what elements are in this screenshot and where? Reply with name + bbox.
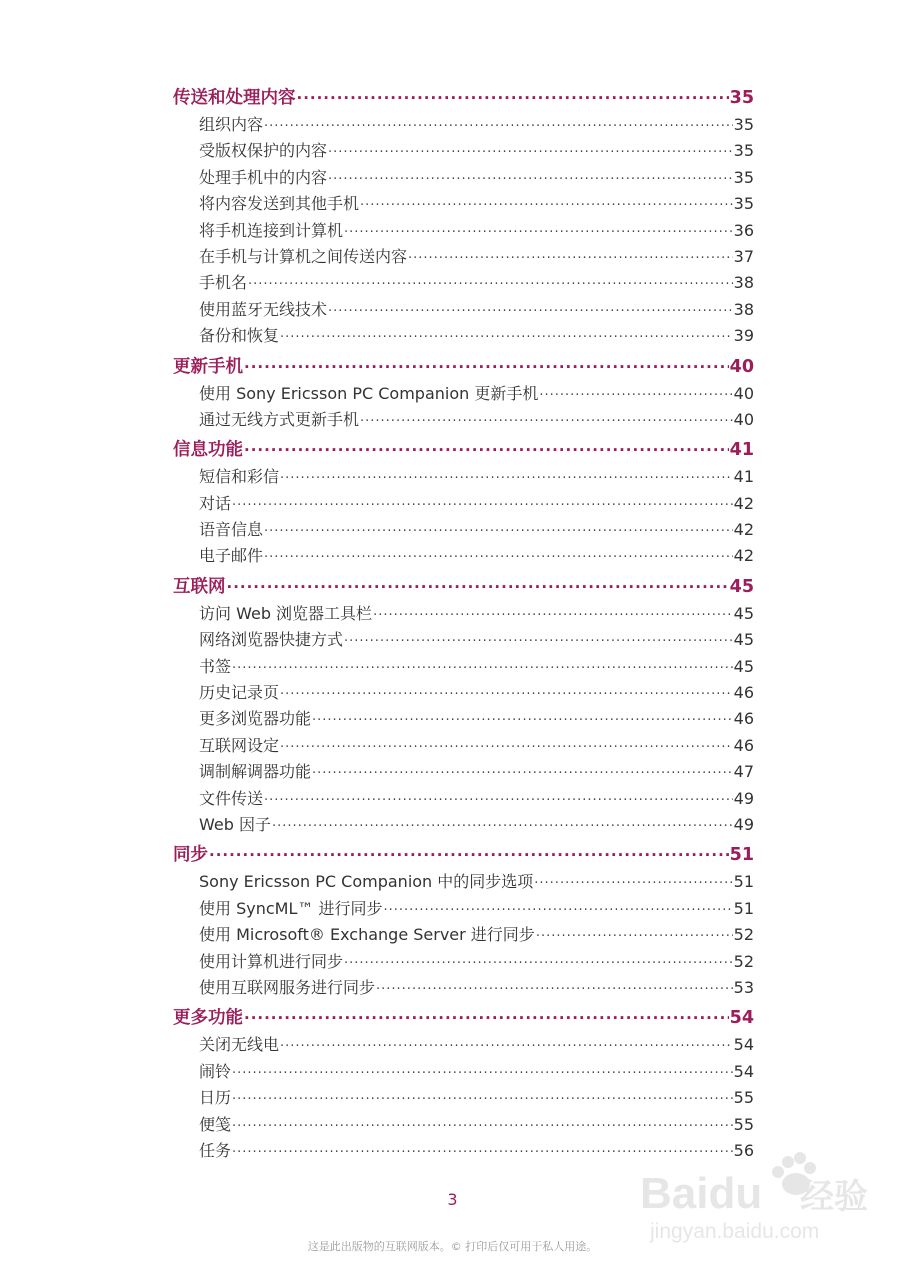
entry-title: 对话: [199, 493, 232, 513]
entry-page-number: 45: [733, 603, 754, 623]
dot-leader: [244, 349, 729, 377]
entry-title: 网络浏览器快捷方式: [199, 630, 344, 650]
entry-title: 手机名: [199, 273, 248, 293]
dot-leader: [344, 945, 733, 973]
toc-section: [173, 841, 754, 1001]
dot-leader: [408, 240, 733, 268]
entry-page-number: 56: [733, 1140, 754, 1160]
dot-leader: [280, 460, 733, 488]
dot-leader: [264, 782, 733, 810]
entry-page-number: 39: [733, 326, 754, 346]
entry-title: 使用 SyncML™ 进行同步: [199, 898, 383, 918]
toc-entry[interactable]: [173, 323, 754, 349]
entry-title: 将内容发送到其他手机: [199, 194, 360, 214]
toc-section: [173, 436, 754, 570]
entry-title: 将手机连接到计算机: [199, 220, 344, 240]
dot-leader: [312, 755, 733, 783]
entry-title: Sony Ericsson PC Companion 中的同步选项: [199, 872, 534, 892]
entry-page-number: 46: [733, 709, 754, 729]
dot-leader: [383, 892, 732, 920]
dot-leader: [280, 729, 733, 757]
entry-title: 日历: [199, 1088, 232, 1108]
entry-title: 历史记录页: [199, 683, 280, 703]
dot-leader: [244, 1000, 729, 1028]
dot-leader: [264, 108, 733, 136]
baidu-jingyan-watermark: [640, 1150, 880, 1245]
dot-leader: [272, 808, 733, 836]
entry-page-number: 46: [733, 683, 754, 703]
entry-page-number: 45: [733, 656, 754, 676]
section-title: 传送和处理内容: [173, 88, 296, 108]
dot-leader: [328, 293, 733, 321]
section-page-number: 54: [729, 1008, 754, 1029]
dot-leader: [373, 597, 733, 625]
toc-section: [173, 84, 754, 350]
entry-page-number: 38: [733, 273, 754, 293]
dot-leader: [232, 1081, 733, 1109]
entry-title: 便笺: [199, 1114, 232, 1134]
toc-section: [173, 353, 754, 434]
entry-page-number: 53: [733, 977, 754, 997]
entry-page-number: 54: [733, 1035, 754, 1055]
dot-leader: [280, 676, 733, 704]
dot-leader: [209, 837, 729, 865]
section-title: 更新手机: [173, 356, 243, 377]
table-of-contents: [173, 84, 754, 1164]
entry-page-number: 35: [733, 167, 754, 187]
entry-title: Web 因子: [199, 814, 271, 834]
entry-title: 语音信息: [199, 520, 264, 540]
dot-leader: [244, 432, 729, 460]
entry-page-number: 51: [733, 872, 754, 892]
entry-page-number: 45: [733, 630, 754, 650]
toc-entry[interactable]: [173, 407, 754, 433]
watermark-brand: Baidu: [640, 1169, 763, 1218]
dot-leader: [280, 319, 733, 347]
entry-title: 关闭无线电: [199, 1035, 280, 1055]
entry-title: 闹铃: [199, 1061, 232, 1081]
dot-leader: [280, 1028, 733, 1056]
entry-title: 在手机与计算机之间传送内容: [199, 246, 408, 266]
dot-leader: [227, 569, 729, 597]
footer-notice: 这是此出版物的互联网版本。© 打印后仅可用于私人用途。: [307, 1240, 598, 1253]
dot-leader: [360, 403, 733, 431]
dot-leader: [297, 80, 729, 108]
dot-leader: [376, 971, 733, 999]
entry-title: 文件传送: [199, 788, 264, 808]
dot-leader: [248, 266, 733, 294]
entry-page-number: 42: [733, 546, 754, 566]
dot-leader: [264, 513, 733, 541]
toc-section: [173, 1004, 754, 1164]
entry-page-number: 36: [733, 220, 754, 240]
entry-page-number: 40: [733, 383, 754, 403]
dot-leader: [536, 918, 733, 946]
entry-page-number: 35: [733, 115, 754, 134]
entry-title: 互联网设定: [199, 735, 280, 755]
watermark-url: jingyan.baidu.com: [650, 1220, 820, 1243]
dot-leader: [360, 187, 733, 215]
dot-leader: [264, 539, 733, 567]
section-page-number: 40: [729, 356, 754, 377]
entry-page-number: 52: [733, 951, 754, 971]
entry-title: 通过无线方式更新手机: [199, 409, 360, 429]
dot-leader: [232, 1108, 733, 1136]
entry-page-number: 55: [733, 1088, 754, 1108]
toc-section: [173, 573, 754, 839]
entry-title: 处理手机中的内容: [199, 167, 328, 187]
section-title: 更多功能: [173, 1008, 243, 1029]
page-number: 3: [447, 1190, 458, 1209]
entry-title: 备份和恢复: [199, 326, 280, 346]
dot-leader: [232, 650, 733, 678]
entry-title: 更多浏览器功能: [199, 709, 312, 729]
entry-page-number: 38: [733, 299, 754, 319]
section-page-number: 35: [729, 88, 754, 108]
section-title: 信息功能: [173, 440, 243, 461]
entry-title: 使用计算机进行同步: [199, 951, 344, 971]
entry-title: 使用 Microsoft® Exchange Server 进行同步: [199, 925, 535, 945]
entry-page-number: 49: [733, 814, 754, 834]
toc-entry[interactable]: [173, 812, 754, 838]
dot-leader: [328, 161, 733, 189]
entry-title: 访问 Web 浏览器工具栏: [199, 603, 373, 623]
section-page-number: 41: [729, 440, 754, 461]
entry-page-number: 40: [733, 409, 754, 429]
entry-title: 使用互联网服务进行同步: [199, 977, 376, 997]
section-page-number: 45: [729, 576, 754, 597]
entry-page-number: 35: [733, 141, 754, 161]
entry-page-number: 41: [733, 467, 754, 487]
section-title: 互联网: [173, 576, 226, 597]
entry-title: 组织内容: [199, 115, 264, 134]
entry-title: 短信和彩信: [199, 467, 280, 487]
entry-page-number: 55: [733, 1114, 754, 1134]
entry-page-number: 52: [733, 925, 754, 945]
entry-page-number: 42: [733, 520, 754, 540]
entry-page-number: 46: [733, 735, 754, 755]
entry-page-number: 47: [733, 762, 754, 782]
dot-leader: [534, 865, 732, 893]
entry-title: 电子邮件: [199, 546, 264, 566]
dot-leader: [232, 1055, 733, 1083]
entry-page-number: 35: [733, 194, 754, 214]
entry-page-number: 49: [733, 788, 754, 808]
dot-leader: [232, 487, 733, 515]
entry-title: 使用 Sony Ericsson PC Companion 更新手机: [199, 383, 539, 403]
section-title: 同步: [173, 845, 208, 866]
entry-title: 调制解调器功能: [199, 762, 312, 782]
dot-leader: [344, 623, 733, 651]
toc-entry[interactable]: [173, 975, 754, 1001]
entry-page-number: 51: [733, 898, 754, 918]
entry-title: 受版权保护的内容: [199, 141, 328, 161]
entry-page-number: 37: [733, 246, 754, 266]
dot-leader: [312, 702, 733, 730]
dot-leader: [344, 214, 733, 242]
watermark-product: 经验: [800, 1178, 868, 1216]
entry-title: 任务: [199, 1140, 232, 1160]
entry-title: 使用蓝牙无线技术: [199, 299, 328, 319]
toc-entry[interactable]: [173, 543, 754, 569]
entry-page-number: 54: [733, 1061, 754, 1081]
dot-leader: [539, 377, 732, 405]
section-page-number: 51: [729, 845, 754, 866]
entry-title: 书签: [199, 656, 232, 676]
entry-page-number: 42: [733, 493, 754, 513]
dot-leader: [328, 134, 733, 162]
